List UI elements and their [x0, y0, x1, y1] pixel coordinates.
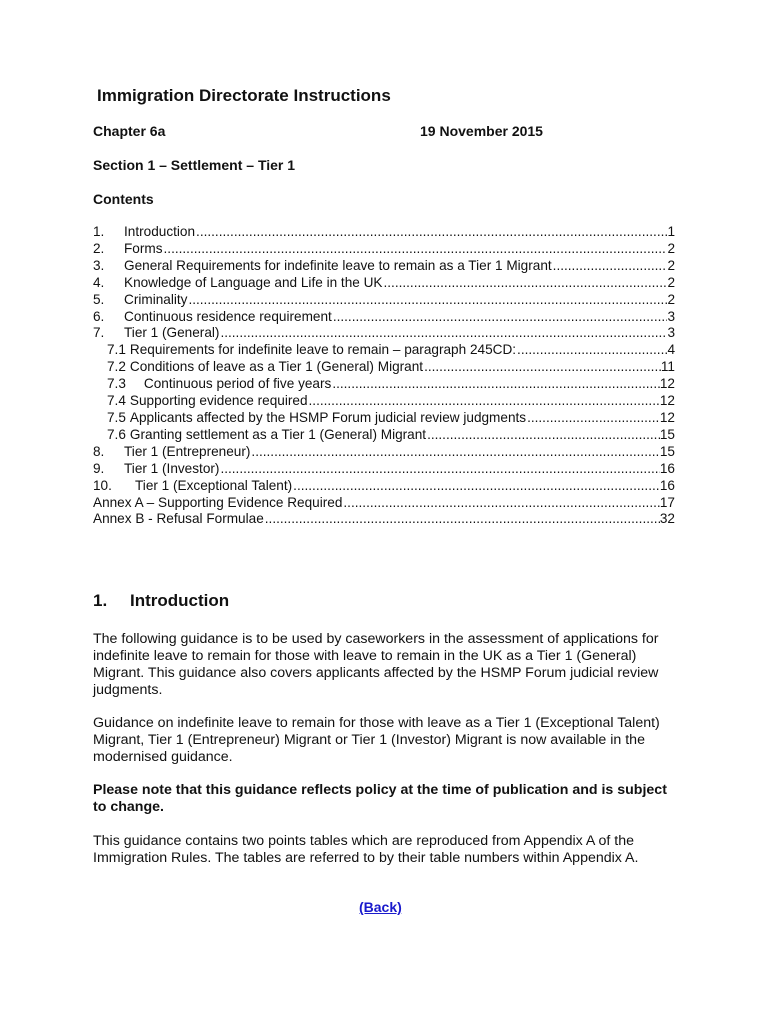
toc-entry-page: 2	[667, 274, 675, 290]
toc-entry-page: 15	[659, 443, 675, 459]
toc-entry-page: 12	[659, 393, 675, 409]
toc-dot-leader	[552, 258, 668, 275]
toc-dot-leader	[342, 495, 659, 512]
toc-dot-leader	[423, 359, 661, 376]
toc-entry-number: 10.	[93, 477, 112, 493]
toc-dot-leader	[332, 309, 668, 326]
toc-entry-requirements-ilr[interactable]	[93, 342, 675, 359]
toc-entry-number: 7.6	[107, 426, 126, 442]
toc-entry-continuous-residence[interactable]	[93, 309, 675, 326]
toc-entry-forms[interactable]	[93, 241, 675, 258]
toc-dot-leader	[195, 224, 667, 241]
contents-heading: Contents	[93, 191, 154, 207]
toc-dot-leader	[331, 376, 660, 393]
toc-entry-introduction[interactable]	[93, 224, 675, 241]
toc-entry-title: Knowledge of Language and Life in the UK	[124, 274, 383, 290]
introduction-title: Introduction	[130, 591, 230, 610]
toc-entry-page: 12	[659, 409, 675, 425]
toc-entry-page: 1	[667, 224, 675, 239]
toc-dot-leader	[187, 292, 667, 309]
toc-entry-number: 7.	[93, 325, 105, 341]
toc-dot-leader	[526, 410, 660, 427]
toc-entry-number: 4.	[93, 274, 105, 290]
toc-entry-number: 8.	[93, 443, 105, 459]
toc-entry-page: 12	[659, 376, 675, 392]
toc-entry-title: Criminality	[124, 291, 188, 307]
toc-entry-title: Applicants affected by the HSMP Forum judicial review judgments	[129, 409, 527, 425]
toc-entry-granting-settlement[interactable]	[93, 427, 675, 444]
toc-entry-criminality[interactable]	[93, 292, 675, 309]
intro-paragraph-1: The following guidance is to be used by caseworkers in the assessment of applications for indefinite leave to remain for those with leave to remain in the UK as a Tier 1 (General) Migrant. This guidance also covers applicants affected by the HSMP Forum judicial review judgments.	[93, 631, 659, 698]
toc-entry-title: Annex A – Supporting Evidence Required	[93, 494, 343, 510]
toc-entry-page: 2	[667, 291, 675, 307]
toc-entry-title: Continuous residence requirement	[124, 308, 332, 324]
toc-entry-number: 5.	[93, 291, 105, 307]
toc-entry-number: 2.	[93, 240, 105, 256]
toc-entry-title: General Requirements for indefinite leave to remain as a Tier 1 Migrant	[124, 257, 552, 273]
toc-entry-hsmp-applicants[interactable]	[93, 410, 675, 427]
toc-entry-page: 2	[667, 240, 675, 256]
toc-entry-title: Forms	[124, 240, 163, 256]
toc-entry-supporting-evidence[interactable]	[93, 393, 675, 410]
toc-entry-title: Supporting evidence required	[129, 393, 308, 409]
toc-entry-page: 3	[667, 308, 675, 324]
toc-entry-number: 3.	[93, 257, 105, 273]
toc-entry-number: 6.	[93, 308, 105, 324]
toc-entry-page: 11	[660, 359, 675, 375]
section-heading: Section 1 – Settlement – Tier 1	[93, 157, 296, 173]
chapter-label: Chapter 6a	[93, 123, 166, 139]
toc-entry-title: Conditions of leave as a Tier 1 (General) Migrant	[129, 359, 424, 375]
toc-entry-annex-a[interactable]	[93, 495, 675, 512]
document-title: Immigration Directorate Instructions	[97, 86, 391, 105]
toc-entry-title: Tier 1 (General)	[124, 325, 220, 341]
toc-entry-conditions-of-leave[interactable]	[93, 359, 675, 376]
chapter-date-row	[93, 123, 593, 139]
toc-entry-knowledge-of-language[interactable]	[93, 275, 675, 292]
table-of-contents	[93, 224, 675, 528]
toc-entry-tier1-entrepreneur[interactable]	[93, 444, 675, 461]
toc-entry-tier1-exceptional-talent[interactable]	[93, 478, 675, 495]
toc-entry-title: Granting settlement as a Tier 1 (General) Migrant	[129, 426, 427, 442]
toc-entry-continuous-period[interactable]	[93, 376, 675, 393]
publication-date: 19 November 2015	[420, 123, 543, 139]
toc-entry-title: Annex B - Refusal Formulae	[93, 511, 264, 527]
toc-entry-number: 7.2	[107, 359, 126, 375]
toc-dot-leader	[219, 461, 659, 478]
intro-paragraph-2: Guidance on indefinite leave to remain for those with leave as a Tier 1 (Exceptional Talent) Migrant, Tier 1 (Entrepreneur) Migrant or Tier 1 (Investor) Migrant is now available in the modernised guidance.	[93, 715, 660, 765]
toc-dot-leader	[382, 275, 667, 292]
toc-entry-page: 16	[659, 460, 675, 476]
toc-entry-title: Introduction	[124, 224, 196, 239]
toc-entry-annex-b[interactable]	[93, 511, 675, 528]
toc-entry-title: Requirements for indefinite leave to remain – paragraph 245CD:	[129, 342, 517, 358]
toc-entry-page: 2	[667, 257, 675, 273]
toc-dot-leader	[516, 342, 667, 359]
toc-entry-title: Tier 1 (Investor)	[124, 460, 220, 476]
toc-dot-leader	[250, 444, 659, 461]
introduction-number: 1.	[93, 591, 108, 610]
introduction-heading	[93, 591, 229, 611]
toc-entry-number: 1.	[93, 224, 105, 239]
toc-entry-number: 7.5	[107, 409, 126, 425]
toc-entry-page: 32	[659, 511, 675, 527]
toc-entry-number: 9.	[93, 460, 105, 476]
toc-entry-title: Tier 1 (Entrepreneur)	[124, 443, 251, 459]
toc-dot-leader	[426, 427, 660, 444]
toc-entry-page: 4	[667, 342, 675, 358]
toc-entry-general-requirements[interactable]	[93, 258, 675, 275]
toc-entry-title: Continuous period of five years	[143, 376, 332, 392]
toc-dot-leader	[292, 478, 660, 495]
toc-entry-page: 17	[659, 494, 675, 510]
toc-entry-page: 3	[667, 325, 675, 341]
toc-entry-tier1-general[interactable]	[93, 325, 675, 342]
toc-dot-leader	[308, 393, 660, 410]
intro-paragraph-4: This guidance contains two points tables which are reproduced from Appendix A of the Immigration Rules. The tables are referred to by their table numbers within Appendix A.	[93, 833, 639, 866]
toc-dot-leader	[219, 325, 667, 342]
toc-entry-title: Tier 1 (Exceptional Talent)	[135, 477, 293, 493]
toc-entry-number: 7.3	[107, 376, 126, 392]
toc-entry-tier1-investor[interactable]	[93, 461, 675, 478]
toc-entry-number: 7.4	[107, 393, 126, 409]
toc-entry-page: 15	[659, 426, 675, 442]
policy-notice: Please note that this guidance reflects policy at the time of publication and is subject to change.	[93, 782, 667, 815]
toc-entry-number: 7.1	[107, 342, 126, 358]
toc-entry-page: 16	[659, 477, 675, 493]
toc-dot-leader	[264, 511, 660, 528]
back-link[interactable]: (Back)	[359, 899, 402, 915]
toc-dot-leader	[163, 241, 668, 258]
